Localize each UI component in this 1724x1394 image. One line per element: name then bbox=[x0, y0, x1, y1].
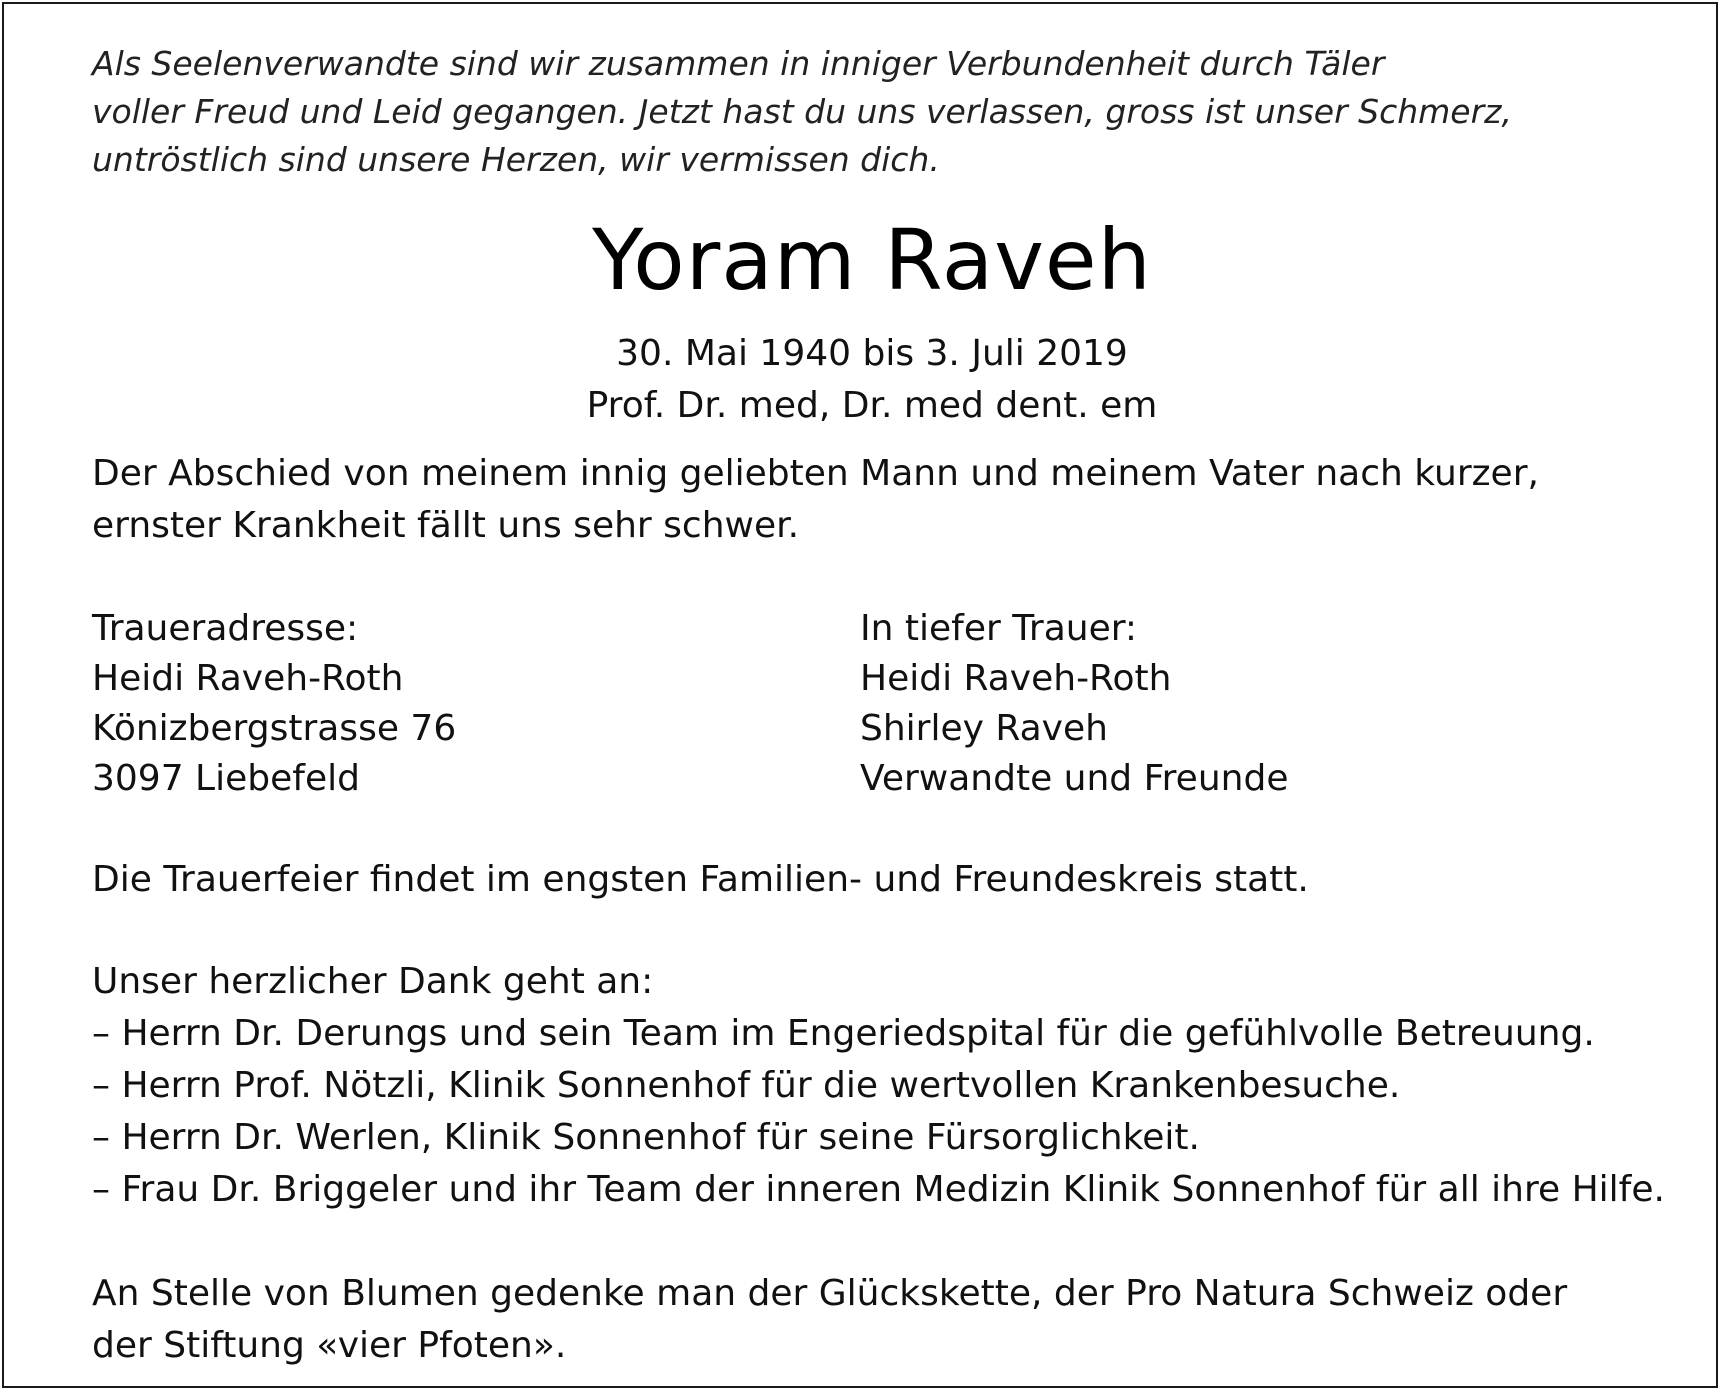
motto-line: voller Freud und Leid gegangen. Jetzt hast du uns verlassen, gross ist unser Schmerz, bbox=[92, 92, 1512, 131]
thanks-item: – Herrn Dr. Werlen, Klinik Sonnenhof für seine Fürsorglichkeit. bbox=[92, 1117, 1200, 1158]
thanks-item: – Herrn Dr. Derungs und sein Team im Engeriedspital für die gefühlvolle Betreuung. bbox=[92, 1013, 1595, 1054]
life-dates: 30. Mai 1940 bis 3. Juli 2019 bbox=[616, 333, 1128, 374]
mourner-name: Heidi Raveh-Roth bbox=[860, 658, 1172, 699]
mourner-name: Shirley Raveh bbox=[860, 708, 1108, 749]
life-dates-block bbox=[92, 328, 1652, 432]
donation-line: An Stelle von Blumen gedenke man der Glückskette, der Pro Natura Schweiz oder bbox=[92, 1273, 1568, 1314]
donation-line: der Stiftung «vier Pfoten». bbox=[92, 1325, 567, 1366]
academic-title: Prof. Dr. med, Dr. med dent. em bbox=[586, 385, 1158, 426]
donation-note bbox=[92, 1268, 1652, 1372]
deceased-name: Yoram Raveh bbox=[592, 211, 1152, 309]
motto-line: Als Seelenverwandte sind wir zusammen in inniger Verbundenheit durch Täler bbox=[92, 44, 1385, 83]
mourning-address bbox=[92, 604, 860, 804]
address-line: Heidi Raveh-Roth bbox=[92, 658, 404, 699]
farewell-text bbox=[92, 448, 1652, 552]
mourners-list bbox=[860, 604, 1288, 804]
mourner-name: Verwandte und Freunde bbox=[860, 758, 1289, 799]
obituary-notice bbox=[92, 40, 1665, 1372]
motto-verse bbox=[92, 40, 1652, 184]
address-line: Könizbergstrasse 76 bbox=[92, 708, 457, 749]
address-label: Traueradresse: bbox=[92, 608, 359, 649]
thanks-section bbox=[92, 956, 1665, 1216]
thanks-intro: Unser herzlicher Dank geht an: bbox=[92, 961, 654, 1002]
farewell-line: ernster Krankheit fällt uns sehr schwer. bbox=[92, 505, 800, 546]
ceremony-line: Die Trauerfeier findet im engsten Familien- und Freundeskreis statt. bbox=[92, 859, 1309, 900]
ceremony-text bbox=[92, 854, 1652, 906]
farewell-line: Der Abschied von meinem innig geliebten Mann und meinem Vater nach kurzer, bbox=[92, 453, 1539, 494]
thanks-item: – Frau Dr. Briggeler und ihr Team der inneren Medizin Klinik Sonnenhof für all ihre Hilfe. bbox=[92, 1169, 1665, 1210]
thanks-item: – Herrn Prof. Nötzli, Klinik Sonnenhof für die wertvollen Krankenbesuche. bbox=[92, 1065, 1401, 1106]
contact-columns bbox=[92, 604, 1652, 804]
motto-line: untröstlich sind unsere Herzen, wir vermissen dich. bbox=[92, 140, 940, 179]
mourners-label: In tiefer Trauer: bbox=[860, 608, 1138, 649]
address-line: 3097 Liebefeld bbox=[92, 758, 360, 799]
